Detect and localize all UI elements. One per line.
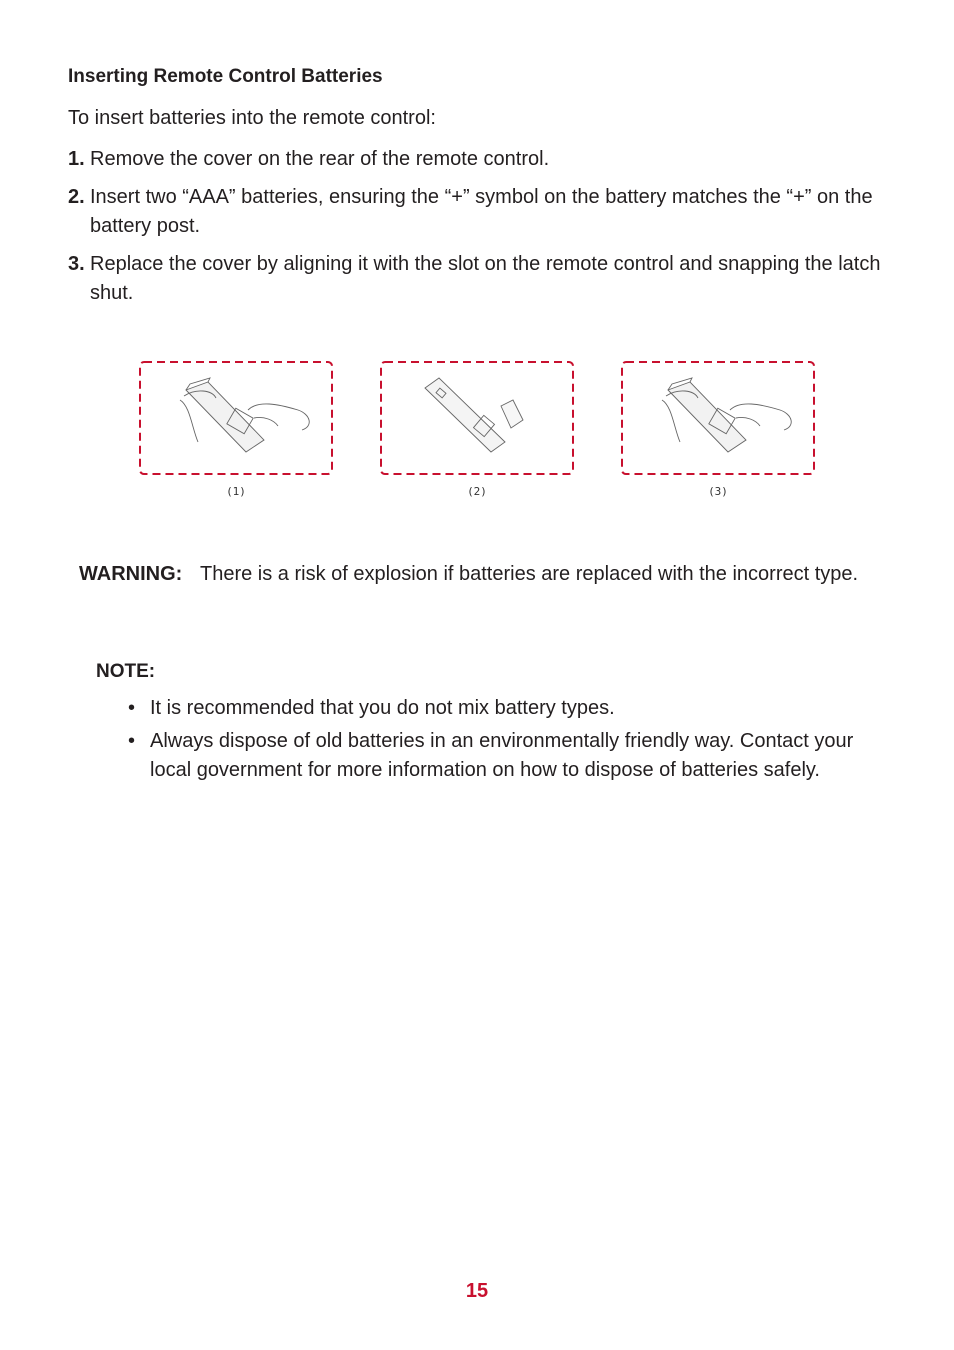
step-text: Replace the cover by aligning it with the slot on the remote control and snapping the latch shut. <box>90 253 881 304</box>
note-label: NOTE: <box>96 661 156 682</box>
step-text: Remove the cover on the rear of the remote control. <box>90 148 550 170</box>
remote-cover-removal-illustration <box>138 360 334 476</box>
warning-text: There is a risk of explosion if batteries are replaced with the incorrect type. <box>200 563 859 585</box>
figure-remove-cover <box>138 360 334 498</box>
step-item <box>68 145 898 174</box>
figure-caption: (2) <box>467 485 487 498</box>
step-item <box>68 250 898 308</box>
figure-caption: (3) <box>708 485 728 498</box>
step-number: 1. <box>68 148 85 170</box>
bullet-icon: • <box>128 730 136 752</box>
figure-caption: (1) <box>226 485 246 498</box>
section-heading: Inserting Remote Control Batteries <box>68 66 383 87</box>
note-item <box>128 694 898 723</box>
intro-text: To insert batteries into the remote control: <box>68 107 436 129</box>
warning-label: WARNING: <box>79 563 183 585</box>
step-number: 2. <box>68 186 85 208</box>
note-item <box>128 727 898 785</box>
remote-cover-replace-illustration <box>620 360 816 476</box>
figure-replace-cover <box>620 360 816 498</box>
notes-list <box>128 694 898 789</box>
remote-battery-insert-illustration <box>379 360 575 476</box>
figure-insert-batteries <box>379 360 575 498</box>
note-text: It is recommended that you do not mix battery types. <box>150 697 615 719</box>
steps-list <box>68 145 898 317</box>
page-number: 15 <box>465 1280 489 1302</box>
battery-illustrations <box>138 360 818 510</box>
step-text: Insert two “AAA” batteries, ensuring the “+” symbol on the battery matches the “+” on the battery post. <box>90 186 873 237</box>
step-number: 3. <box>68 253 85 275</box>
step-item <box>68 183 898 241</box>
note-text: Always dispose of old batteries in an environmentally friendly way. Contact your local government for more information on how to dispose of batteries safely. <box>150 730 854 781</box>
bullet-icon: • <box>128 697 136 719</box>
